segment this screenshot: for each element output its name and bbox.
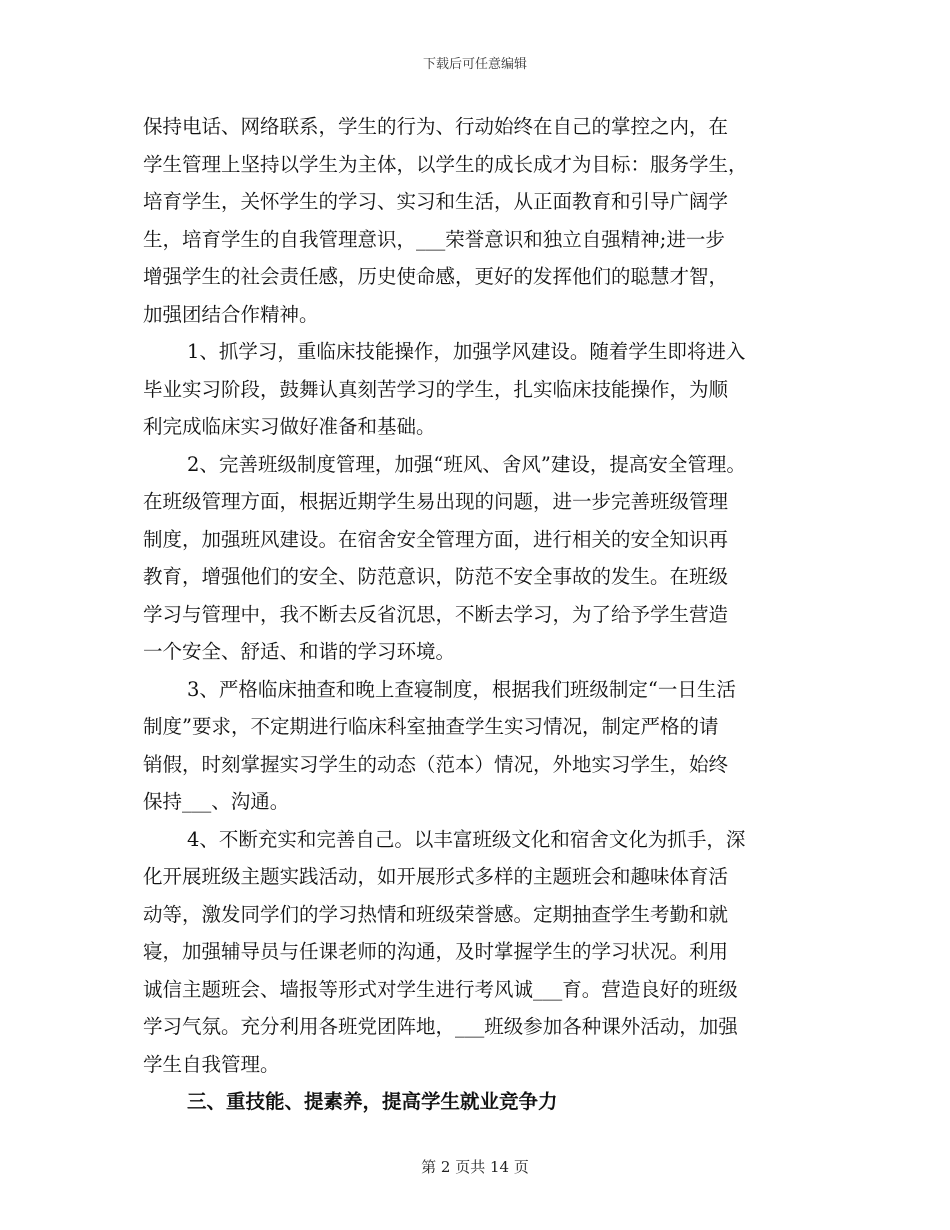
text-line: 学生自我管理。 — [143, 1052, 280, 1076]
page-footer: 第 2 页共 14 页 — [421, 1158, 529, 1176]
text-line: 毕业实习阶段，鼓舞认真刻苦学习的学生，扎实临床技能操作，为顺 — [143, 377, 729, 401]
text-line: 制度，加强班风建设。在宿舍安全管理方面，进行相关的安全知识再 — [143, 527, 729, 551]
text-line: 增强学生的社会责任感，历史使命感，更好的发挥他们的聪慧才智， — [143, 265, 729, 288]
text-line: 学习与管理中，我不断去反省沉思，不断去学习，为了给予学生营造 — [143, 602, 729, 626]
text-line: 利完成临床实习做好准备和基础。 — [143, 415, 436, 438]
text-line: 保持电话、网络联系，学生的行为、行动始终在自己的掌控之内，在 — [143, 115, 729, 138]
paragraph-start-line: 3、严格临床抽查和晚上查寝制度，根据我们班级制定“一日生活 — [187, 677, 736, 701]
page-header: 下载后可任意编辑 — [422, 57, 527, 72]
text-line: 寝，加强辅导员与任课老师的沟通，及时掌握学生的学习状况。利用 — [143, 940, 729, 963]
text-line: 动等，激发同学们的学习热情和班级荣誉感。定期抽查学生考勤和就 — [143, 902, 729, 926]
text-line: 加强团结合作精神。 — [143, 302, 319, 326]
text-line: 培育学生，关怀学生的学习、实习和生活，从正面教育和引导广阔学 — [143, 190, 729, 213]
paragraph-start-line: 1、抓学习，重临床技能操作，加强学风建设。随着学生即将进入 — [187, 340, 746, 363]
text-line: 学生管理上坚持以学生为主体，以学生的成长成才为目标：服务学生， — [143, 152, 748, 176]
document-body — [143, 108, 823, 1121]
text-line: 一个安全、舒适、和谐的学习环境。 — [143, 640, 456, 663]
text-line: 生，培育学生的自我管理意识，___荣誉意识和独立自强精神;进一步 — [143, 227, 725, 251]
text-line: 学习气氛。充分利用各班党团阵地，___班级参加各种课外活动，加强 — [143, 1015, 738, 1038]
text-line: 销假，时刻掌握实习学生的动态（范本）情况，外地实习学生，始终 — [143, 752, 729, 776]
paragraph-start-line: 4、不断充实和完善自己。以丰富班级文化和宿舍文化为抓手，深 — [187, 827, 746, 851]
section-heading: 三、重技能、提素养，提高学生就业竞争力 — [187, 1090, 558, 1113]
text-line: 保持___、沟通。 — [143, 790, 290, 813]
paragraph-start-line: 2、完善班级制度管理，加强“班风、舍风”建设，提高安全管理。 — [187, 452, 746, 476]
text-line: 制度”要求，不定期进行临床科室抽查学生实习情况，制定严格的请 — [143, 715, 719, 738]
text-line: 教育，增强他们的安全、防范意识，防范不安全事故的发生。在班级 — [143, 565, 729, 588]
text-line: 在班级管理方面，根据近期学生易出现的问题，进一步完善班级管理 — [143, 490, 729, 513]
text-line: 化开展班级主题实践活动，如开展形式多样的主题班会和趣味体育活 — [143, 865, 729, 888]
text-line: 诚信主题班会、墙报等形式对学生进行考风诚___育。营造良好的班级 — [143, 977, 738, 1001]
